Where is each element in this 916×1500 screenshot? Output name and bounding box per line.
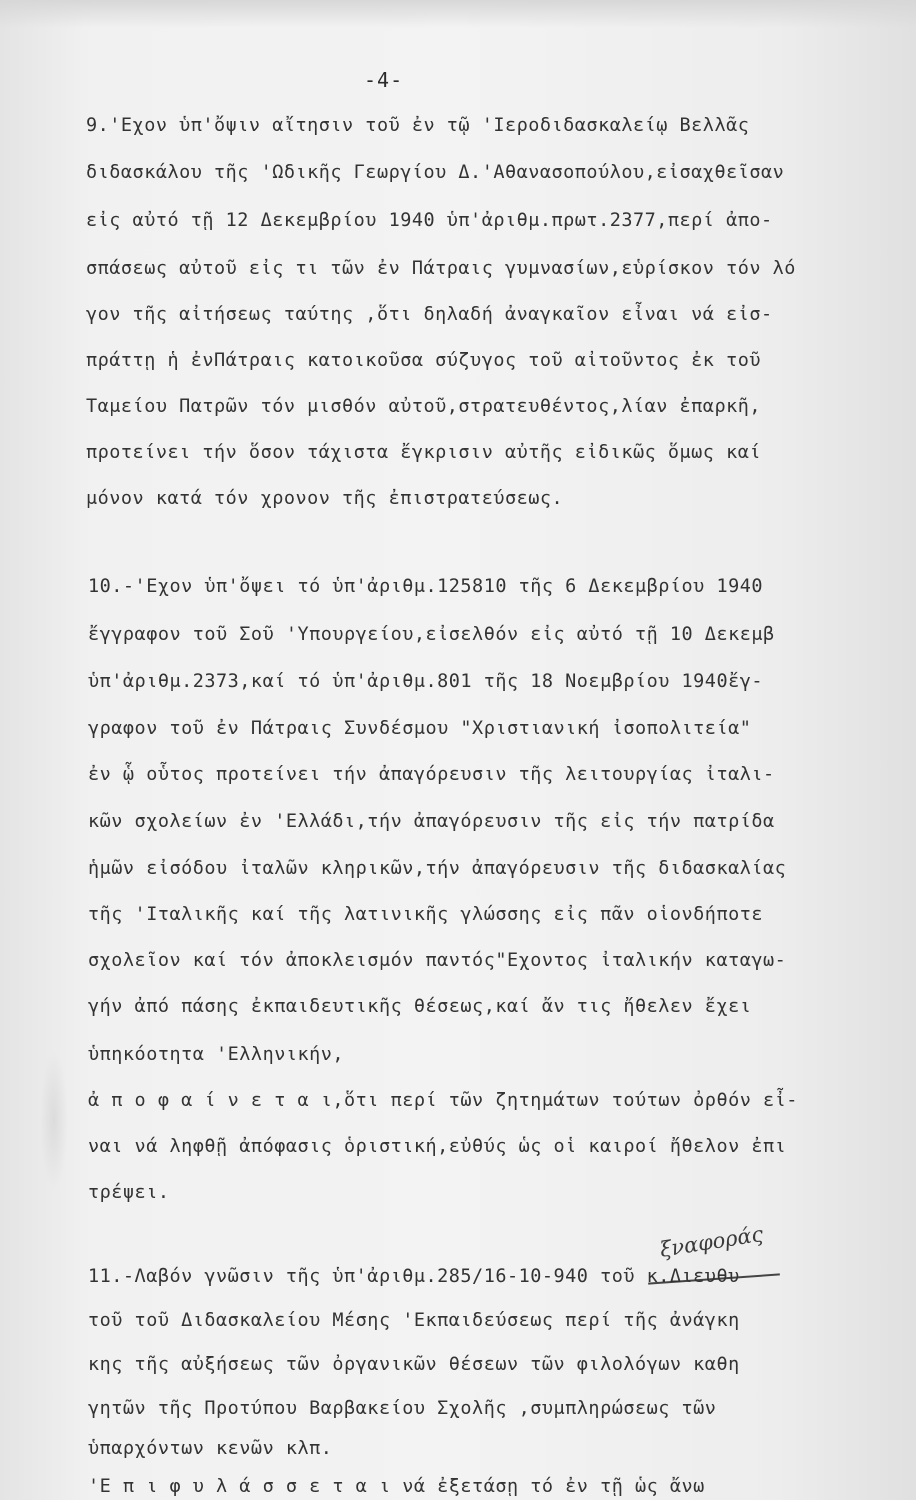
para9-line3: εἰς αὐτό τῇ 12 Δεκεμβρίου 1940 ὑπ'ἀριθμ.πρωτ.2377,περί ἀπο- bbox=[86, 210, 773, 231]
para9-line4: σπάσεως αὐτοῦ εἰς τι τῶν ἐν Πάτραις γυμνασίων,εὑρίσκον τόν λό bbox=[86, 258, 796, 279]
para10-line2: ἔγγραφον τοῦ Σοῦ 'Υπουργείου,εἰσελθόν εἰς αὐτό τῇ 10 Δεκεμβ bbox=[88, 624, 775, 645]
para9-line6: πράττῃ ἡ ἐνΠάτραις κατοικοῦσα σύζυγος τοῦ αἰτοῦντος ἐκ τοῦ bbox=[86, 350, 762, 371]
para9-line9: μόνον κατά τόν χρονον τῆς ἐπιστρατεύσεως. bbox=[86, 488, 564, 509]
para10-line3: ὑπ'ἀριθμ.2373,καί τό ὑπ'ἀριθμ.801 τῆς 18 Νοεμβρίου 1940ἔγ- bbox=[88, 671, 764, 692]
para10-line9: σχολεῖον καί τόν ἀποκλεισμόν παντός"Εχοντος ἰταλικήν καταγω- bbox=[88, 950, 787, 971]
para9-line2: διδασκάλου τῆς 'Ωδικῆς Γεωργίου Δ.'Αθανασοπούλου,εἰσαχθεῖσαν bbox=[86, 162, 785, 183]
para11-line2: τοῦ τοῦ Διδασκαλείου Μέσης 'Εκπαιδεύσεως περί τῆς ἀνάγκη bbox=[88, 1310, 740, 1331]
para9-line5: γον τῆς αἰτήσεως ταύτης ,ὅτι δηλαδή ἀναγκαῖον εἶναι νά εἰσ- bbox=[86, 304, 773, 325]
para10-line5: ἐν ᾧ οὗτος προτείνει τήν ἀπαγόρευσιν τῆς λειτουργίας ἰταλι- bbox=[88, 764, 775, 785]
para10-line1: 10.-'Εχον ὑπ'ὄψει τό ὑπ'ἀριθμ.125810 τῆς 6 Δεκεμβρίου 1940 bbox=[88, 576, 764, 597]
para9-line8: προτείνει τήν ὅσον τάχιστα ἔγκρισιν αὐτῆς εἰδικῶς ὅμως καί bbox=[86, 442, 762, 463]
para11-line3: κης τῆς αὐξήσεως τῶν ὀργανικῶν θέσεων τῶν φιλολόγων καθη bbox=[88, 1354, 740, 1375]
para10-line10: γήν ἀπό πάσης ἐκπαιδευτικῆς θέσεως,καί ἄν τις ἤθελεν ἔχει bbox=[88, 996, 752, 1017]
margin-stain bbox=[40, 1050, 68, 1190]
para11-line4: γητῶν τῆς Προτύπου Βαρβακείου Σχολῆς ,συμπληρώσεως τῶν bbox=[88, 1398, 717, 1419]
para10-line8: τῆς 'Ιταλικῆς καί τῆς λατινικῆς γλώσσης εἰς πᾶν οἱονδήποτε bbox=[88, 904, 764, 925]
para11-line1: 11.-Λαβόν γνῶσιν τῆς ὑπ'ἀριθμ.285/16-10-940 τοῦ κ.Διευθυ bbox=[88, 1266, 740, 1287]
para10-decision-line2: ναι νά ληφθῇ ἀπόφασις ὁριστική,εὐθύς ὡς οἱ καιροί ἤθελον ἐπι bbox=[88, 1136, 787, 1157]
scan-shadow bbox=[0, 0, 916, 28]
para10-decision-line3: τρέψει. bbox=[88, 1182, 170, 1203]
para10-line6: κῶν σχολείων ἐν 'Ελλάδι,τήν ἀπαγόρευσιν τῆς εἰς τήν πατρίδα bbox=[88, 811, 775, 832]
page-number: -4- bbox=[364, 68, 404, 92]
para11-line6: 'Ε π ι φ υ λ ά σ σ ε τ α ι νά ἐξετάσῃ τό ἐν τῇ ὡς ἄνω bbox=[88, 1476, 705, 1497]
para10-line4: γραφον τοῦ ἐν Πάτραις Συνδέσμου "Χριστιανική ἰσοπολιτεία" bbox=[88, 718, 752, 739]
handwritten-annotation: ξναφοράς bbox=[658, 1221, 765, 1262]
para11-line5: ὑπαρχόντων κενῶν κλπ. bbox=[88, 1438, 333, 1459]
para10-line11: ὑπηκόοτητα 'Ελληνικήν, bbox=[88, 1044, 345, 1065]
para9-line1: 9.'Εχον ὑπ'ὄψιν αἴτησιν τοῦ ἐν τῷ 'Ιεροδιδασκαλείῳ Βελλᾶς bbox=[86, 115, 750, 136]
para10-decision-line1: ἀ π ο φ α ί ν ε τ α ι,ὅτι περί τῶν ζητημάτων τούτων ὀρθόν εἶ- bbox=[88, 1090, 798, 1111]
para10-line7: ἡμῶν εἰσόδου ἰταλῶν κληρικῶν,τήν ἀπαγόρευσιν τῆς διδασκαλίας bbox=[88, 858, 787, 879]
para9-line7: Ταμείου Πατρῶν τόν μισθόν αὐτοῦ,στρατευθέντος,λίαν ἐπαρκῆ, bbox=[86, 396, 762, 417]
